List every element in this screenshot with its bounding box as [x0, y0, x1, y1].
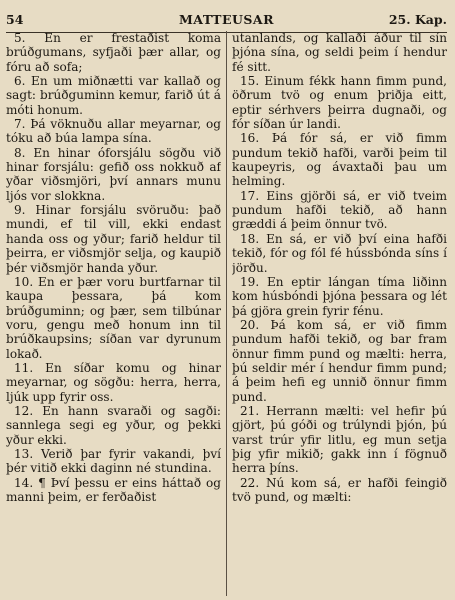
column-divider [226, 31, 227, 596]
verse: 14. ¶ Því þessu er eins háttað og manni þeim, er ferðaðist [6, 475, 221, 504]
verse: 10. En er þær voru burtfarnar til kaupa þessara, þá kom brúðguminn; og þær, sem tilbúnar voru, gengu með honum inn til brúðkaupsins; síðan var dyrunum lokað. [6, 274, 221, 361]
book-title: MATTEUSAR [178, 12, 275, 27]
verse: 13. Verið þar fyrir vakandi, því þér vitið ekki daginn né stundina. [6, 446, 221, 476]
verse: 8. En hinar óforsjálu sögðu við hinar forsjálu: gefið oss nokkuð af yðar viðsmjöri, því annars munu ljós vor slokkna. [6, 145, 221, 203]
verse: 12. En hann svaraði og sagði: sannlega segi eg yður, og þekki yður ekki. [6, 403, 221, 447]
verse: 16. Þá fór sá, er við fimm pundum tekið hafði, varði þeim til kaupeyris, og ávaxtaði þau um helming. [232, 131, 447, 189]
verse: 5. En er frestaðist koma brúðgumans, syfjaði þær allar, og fóru að sofa; [6, 31, 221, 74]
verse: 6. En um miðnætti var kallað og sagt: brúðguminn kemur, farið út á móti honum. [6, 74, 221, 117]
verse: 20. Þá kom sá, er við fimm pundum hafði tekið, og bar fram önnur fimm pund og mælti: herra, þú seldir mér í hendur fimm pund; á þeim hefi eg unnið önnur fimm pund. [232, 317, 447, 404]
left-column [6, 31, 221, 596]
page-number: 54 [6, 12, 24, 27]
verse: 11. En síðar komu og hinar meyarnar, og sögðu: herra, herra, ljúk upp fyrir oss. [6, 360, 221, 404]
verse: 21. Herrann mælti: vel hefir þú gjört, þú góði og trúlyndi þjón, þú varst trúr yfir litlu, eg mun setja þig yfir mikið; gakk inn í fögnuð herra þíns. [232, 403, 447, 476]
verse: 7. Þá vöknuðu allar meyarnar, og tóku að búa lampa sína. [6, 117, 221, 146]
running-header [6, 12, 447, 33]
verse: 22. Nú kom sá, er hafði feingið tvö pund, og mælti: [232, 475, 447, 504]
chapter-label: 25. Kap. [388, 12, 447, 27]
verse: 19. En eptir lángan tíma liðinn kom húsbóndi þjóna þessara og lét þá gjöra grein fyrir fénu. [232, 274, 447, 318]
right-column [232, 31, 447, 596]
verse: 9. Hinar forsjálu svöruðu: það mundi, ef til vill, ekki endast handa oss og yður; farið heldur til þeirra, er viðsmjör selja, og kaupið þér viðsmjör handa yður. [6, 203, 221, 275]
verse-continuation: utanlands, og kallaði áður til sín þjóna sína, og seldi þeim í hendur fé sitt. [232, 31, 447, 74]
verse: 15. Einum fékk hann fimm pund, öðrum tvö og enum þriðja eitt, eptir sérhvers þeirra dugnaði, og fór síðan úr landi. [232, 74, 447, 132]
verse: 18. En sá, er við því eina hafði tekið, fór og fól fé hússbónda síns í jörðu. [232, 231, 447, 275]
verse: 17. Eins gjörði sá, er við tveim pundum hafði tekið, að hann græddi á þeim önnur tvö. [232, 188, 447, 232]
